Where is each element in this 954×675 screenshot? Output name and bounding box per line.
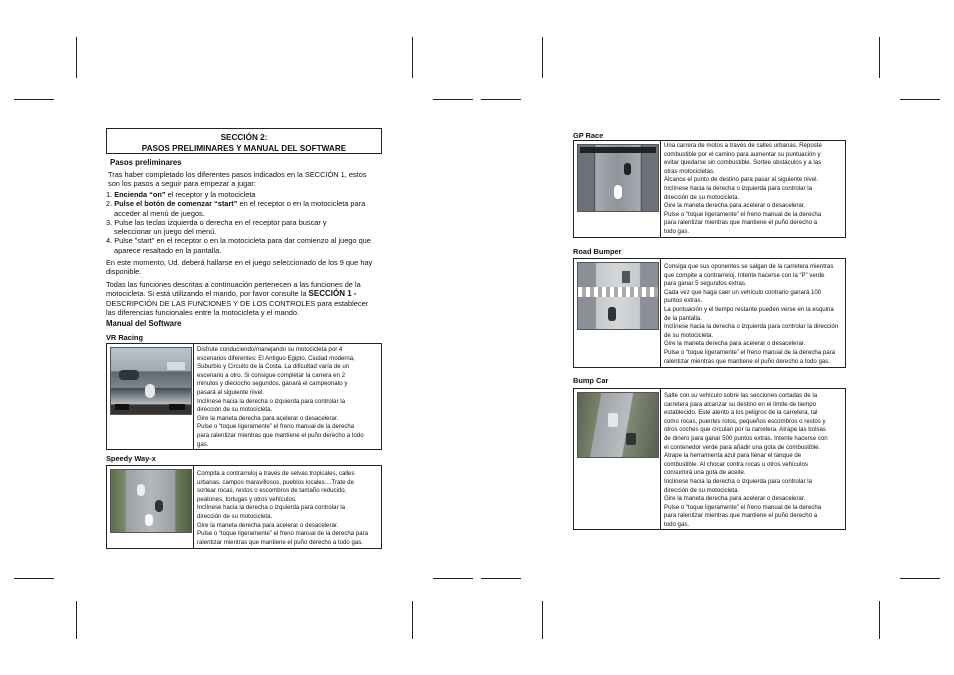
game-box-speedy-way-x [106,465,382,549]
vr-racing-description: Disfrute conduciendo/manejando su motocicleta por 4 escenarios diferentes: El Antiguo Egipto, Ciudad moderna, Suburbio y Circuito de la Costa. La dificultad varía de un escenario a otro. Si consigue completar la carrera en 2 minutos y dieciocho segundos, ganará el campeonato y pasará al siguiente nivel. Inclínese hacia la derecha o izquierda para controlar la dirección de su motocicleta. Gire la maneta derecha para acelerar o desacelerar. Pulse o “toque ligeramente” el freno manual de la derecha para ralentizar mientras que mantiene el puño derecho a todo gas. [193,344,383,449]
step-item: 2. Pulse el botón de comenzar “start” en el receptor o en la motocicleta para [106,199,366,209]
vr-racing-screenshot [110,347,192,415]
crop-mark [76,601,77,639]
step-item: 4. Pulse "start" en el receptor o en la motocicleta para dar comienzo al juego que [106,236,371,246]
game-box-vr-racing [106,343,382,450]
crop-mark [412,601,413,639]
game-title-vr-racing: VR Racing [106,333,143,342]
game-box-road-bumper [573,258,846,368]
road-bumper-description: Consiga que sus oponentes se salgan de la carretera mientras que compite a contrarreloj. Intente hacerse con la “P” verde para ganar 5 segundos extras. Cada vez que haga caer un vehículo contrario ganará 100 puntos extras. La puntuación y el tiempo restante pueden verse en la esquina de la pantalla. Inclínese hacia la derecha o izquierda para controlar la dirección de su motocicleta. Gire la maneta derecha para acelerar o desacelerar. Pulse o “toque ligeramente” el freno manual de la derecha para ralentizar mientras que mantiene el puño derecho a todo gas. [660,259,847,367]
crop-mark [879,601,880,639]
paragraph-3 [106,280,368,317]
crop-mark [14,99,54,100]
crop-mark [900,99,940,100]
bump-car-description: Salte con su vehículo sobre las secciones cortadas de la carretera para alcanzar su destino en el límite de tiempo establecido. Esté atento a los peligros de la carretera, tal como rocas, puentes rotos, pequeños escombros o restos y otros coches que circulan por la carretera. Atrape las bolsas de dinero para ganar 500 puntos extras. Intente hacerse con el contenedor verde para añadir una gota de combustible. Atrape la herramienta azul para llenar el tanque de combustible. Al chocar contra rocas u otros vehículos consumirá una gota de aceite. Inclínese hacia la derecha o izquierda para controlar la dirección de su motocicleta. Gire la maneta derecha para acelerar o desacelerar. Pulse o “toque ligeramente” el freno manual de la derecha para ralentizar mientras que mantiene el puño derecho a todo gas. [660,389,847,529]
text-line: Todas las funciones descritas a continuación pertenecen a las funciones de la [106,280,361,289]
text-line: motocicleta. Si está utilizando el mando, por favor consulte la SECCIÓN 1 - [106,289,357,299]
step-cont: aparece resaltado en la pantalla. [114,245,222,255]
gp-race-screenshot [577,144,659,212]
section-title-line: SECCIÓN 2: [220,133,268,142]
crop-mark [879,37,880,78]
crop-mark [14,578,54,579]
step-item: 1. Encienda “on” el receptor y la motocicleta [106,190,256,199]
gp-race-description: Una carrera de motos a través de calles urbanas. Reposte combustible por el camino para aumentar su puntuación y evitar quedarse sin combustible. Sortee obstáculos y a las otras motocicletas. Alcance el punto de destino para pasar al siguiente nivel. Inclínese hacia la derecha o izquierda para controlar la dirección de su motocicleta. Gire la maneta derecha para acelerar o desacelerar. Pulse o “toque ligeramente” el freno manual de la derecha para ralentizar mientras que mantiene el puño derecho a todo gas. [660,141,847,237]
game-title-bump-car: Bump Car [573,376,609,385]
speedy-way-x-screenshot [110,469,192,533]
section-title-line: PASOS PRELIMINARES Y MANUAL DEL SOFTWARE [141,144,347,153]
step-cont: acceder al menú de juegos. [114,208,205,218]
step-item: 3. Pulse las teclas izquierda o derecha en el receptor para buscar y [106,217,327,227]
text-line: son los pasos a seguir para empezar a jugar: [108,179,256,189]
text-line: disponible. [106,267,142,277]
text-line: las diferencias funcionales entre la motocicleta y el mando. [106,307,300,317]
text-line: En este momento, Ud. deberá hallarse en el juego seleccionado de los 9 que hay [106,258,373,267]
crop-mark [433,578,473,579]
pasos-heading: Pasos preliminares [110,158,182,167]
bump-car-screenshot [577,392,659,458]
game-title-gp-race: GP Race [573,131,604,140]
crop-mark [900,578,940,579]
paragraph-2 [106,258,372,277]
crop-mark [412,37,413,78]
game-title-speedy-way-x: Speedy Way-x [106,454,156,463]
section-title-box [106,128,382,154]
crop-mark [433,99,473,100]
game-box-bump-car [573,388,846,530]
steps-list [106,190,371,255]
manual-heading: Manual del Software [106,319,182,328]
crop-mark [481,578,521,579]
text-line: Tras haber completado los diferentes pasos indicados en la SECCIÓN 1, estos [108,170,367,179]
game-box-gp-race [573,140,846,238]
text-line: DESCRIPCIÓN DE LAS FUNCIONES Y DE LOS CONTROLES para establecer [106,298,369,308]
speedy-way-x-description: Compita a contrarreloj a través de selvas tropicales, calles urbanas, campos maravillosos, pueblos locales....Trate de sortear rocas, restos o escombros de tamaño reducido, peatones, tortugas y otros vehículos. Inclínese hacia la derecha o izquierda para controlar la dirección de su motocicleta. Gire la maneta derecha para acelerar o desacelerar. Pulse o “toque ligeramente” el freno manual de la derecha para ralentizar mientras que mantiene el puño derecho a todo gas. [193,466,383,548]
crop-mark [481,99,521,100]
step-cont: seleccionar un juego del menú. [114,227,217,237]
crop-mark [76,37,77,78]
road-bumper-screenshot [577,262,659,330]
intro-paragraph [108,170,367,189]
crop-mark [542,37,543,78]
crop-mark [542,601,543,639]
game-title-road-bumper: Road Bumper [573,247,622,256]
